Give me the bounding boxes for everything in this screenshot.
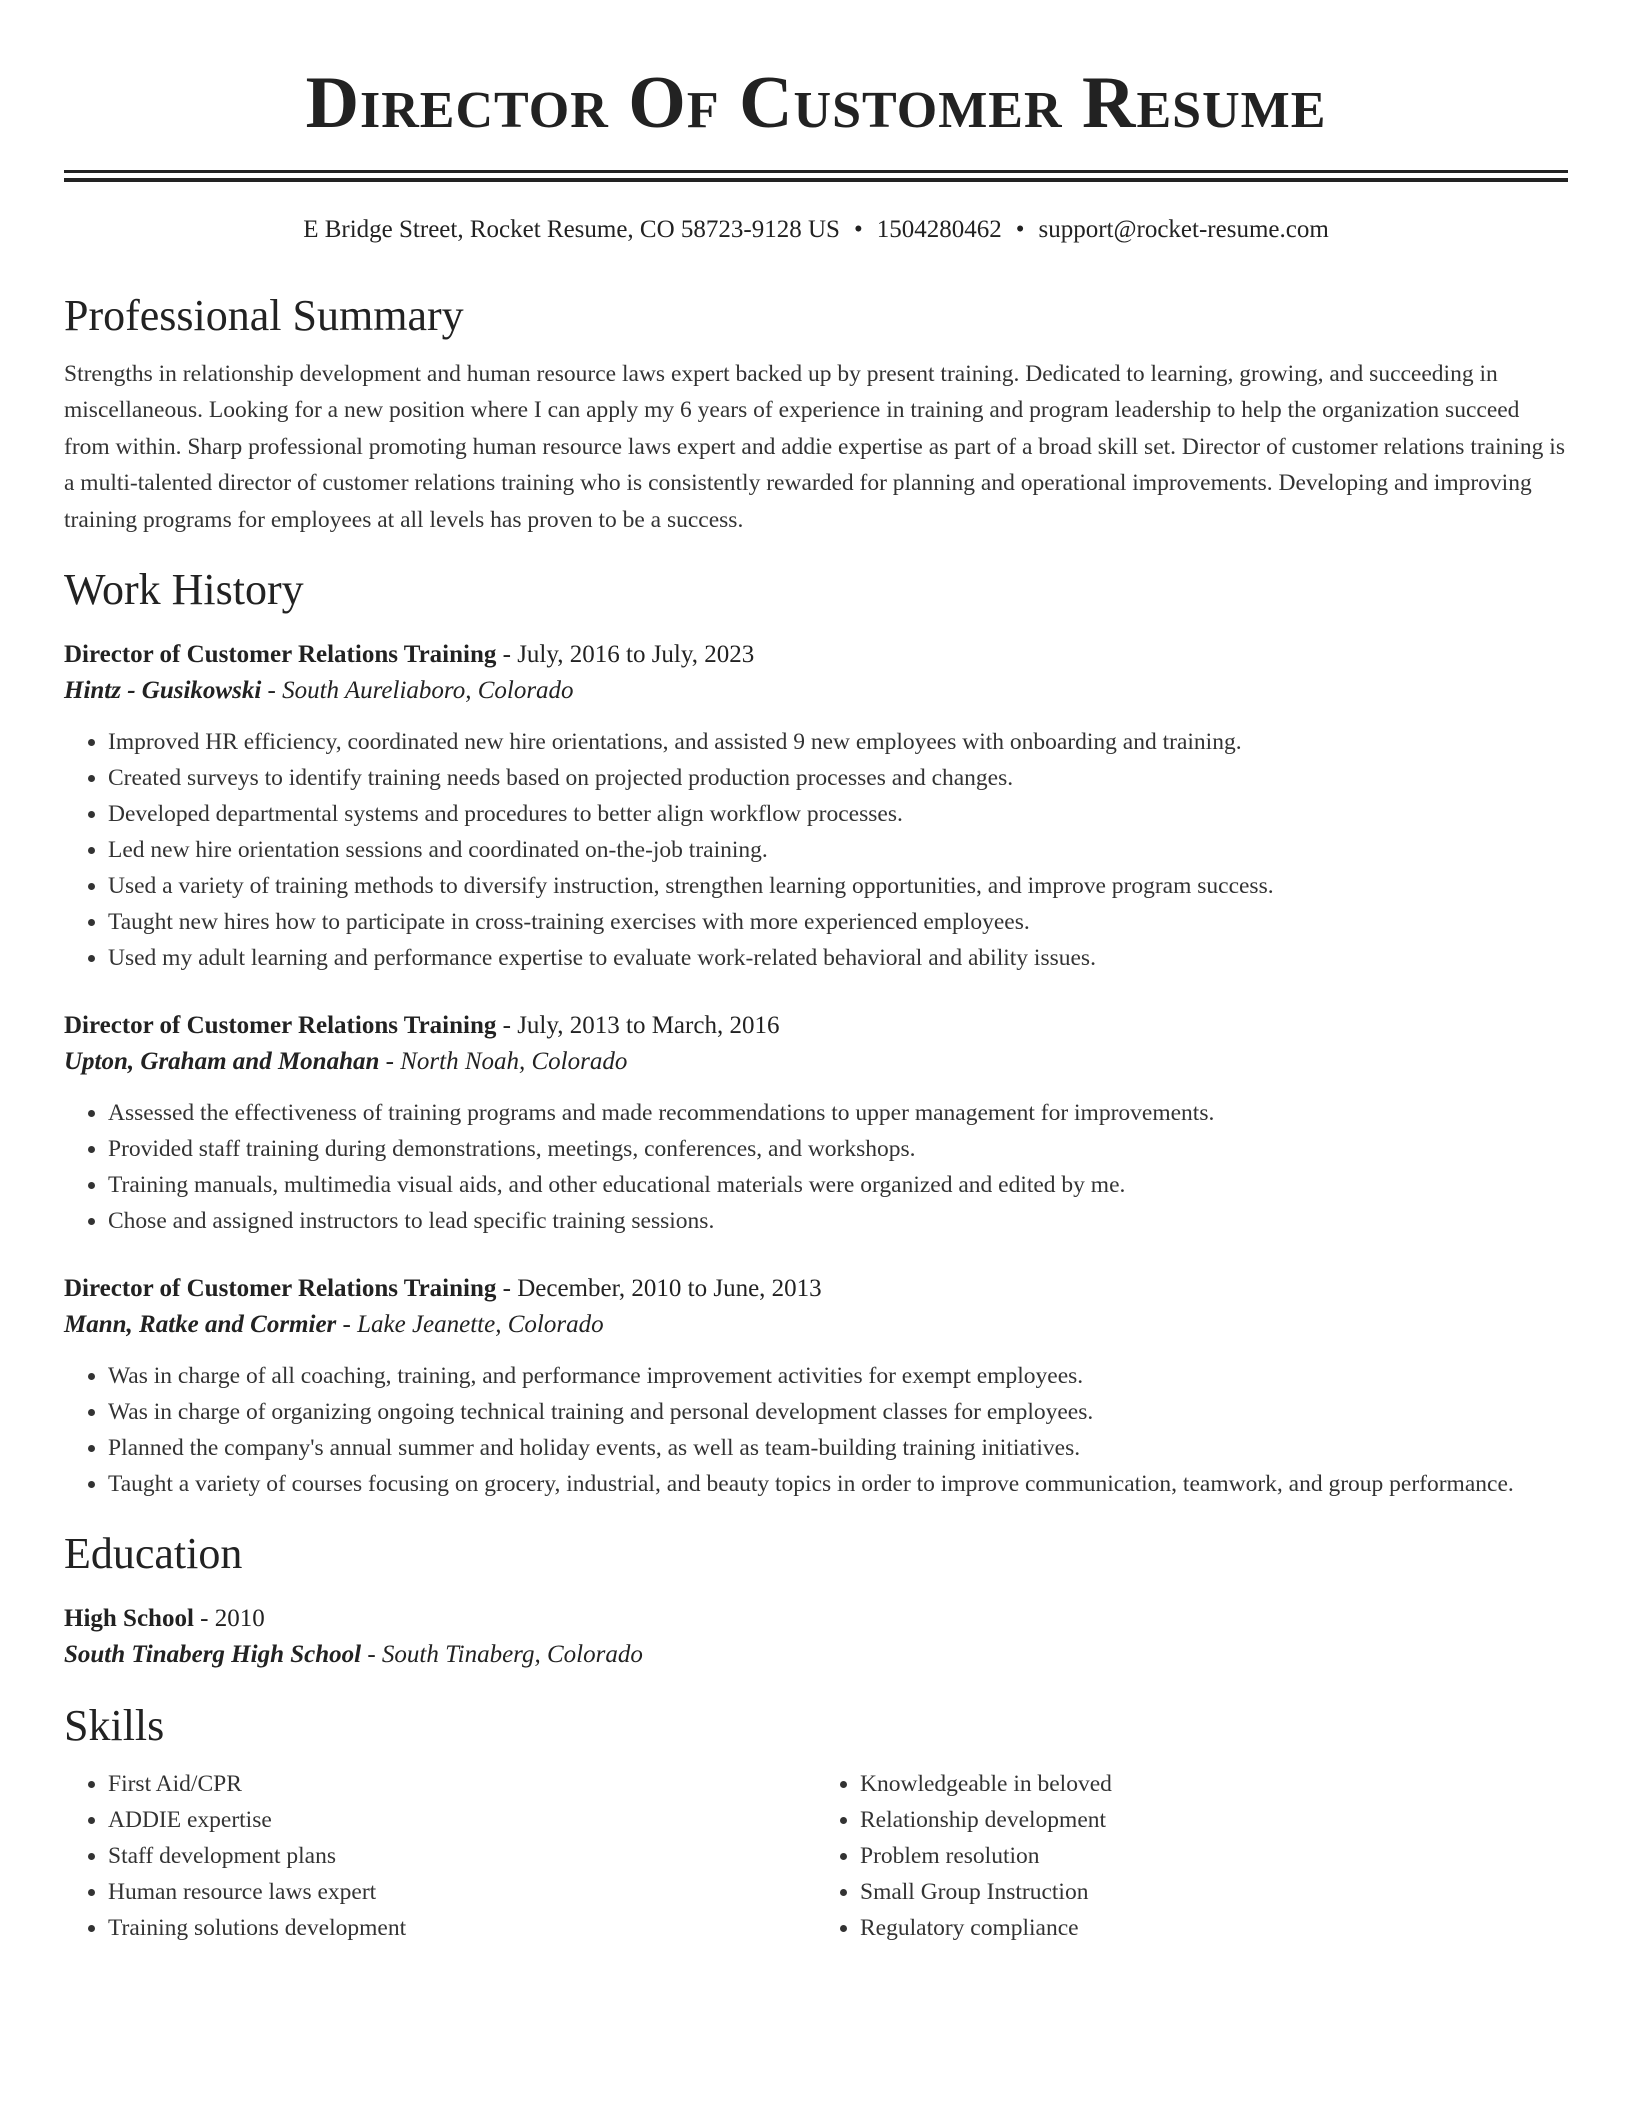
- summary-heading: Professional Summary: [64, 291, 464, 340]
- education-entry: [64, 1602, 1568, 1674]
- skill-item: • Training solutions development: [108, 1910, 816, 1946]
- list-item: • Assessed the effectiveness of training programs and made recommendations to upper management for improvements.: [108, 1095, 1568, 1131]
- summary-text: Strengths in relationship development and human resource laws expert backed up by present training. Dedicated to learning, growing, and succeeding in miscellaneous. Looking for a new position where I can apply my 6 years of experience in training and program leadership to help the organization succeed from within. Sharp professional promoting human resource laws expert and addie expertise as part of a broad skill set. Director of customer relations training is a multi-talented director of customer relations training who is consistently rewarded for planning and operational improvements. Developing and improving training programs for employees at all levels has proven to be a success.: [64, 361, 1565, 533]
- education-school-line: [64, 1636, 1568, 1674]
- skills-heading: Skills: [64, 1701, 165, 1751]
- list-item: • Training manuals, multimedia visual aids, and other educational materials were organized and edited by me.: [108, 1167, 1568, 1203]
- job-location: - Lake Jeanette, Colorado: [336, 1311, 604, 1339]
- skill-item: • Staff development plans: [108, 1838, 816, 1874]
- title-divider: [64, 170, 1568, 182]
- list-item: • Used a variety of training methods to diversify instruction, strengthen learning opportunities, and improve program success.: [108, 868, 1568, 904]
- job-company: Upton, Graham and Monahan: [64, 1048, 380, 1076]
- skill-item: • Knowledgeable in beloved: [860, 1766, 1568, 1802]
- job-company-line: [64, 1043, 1568, 1081]
- education-school: South Tinaberg High School: [64, 1641, 362, 1669]
- job-title: Director of Customer Relations Training: [64, 1275, 497, 1303]
- resume-page: [64, 0, 1568, 1946]
- job-entry: [64, 1009, 1568, 1239]
- list-item: • Chose and assigned instructors to lead specific training sessions.: [108, 1203, 1568, 1239]
- skill-item: • Regulatory compliance: [860, 1910, 1568, 1946]
- contact-email: support@rocket-resume.com: [1038, 216, 1329, 243]
- list-item: • Led new hire orientation sessions and coordinated on-the-job training.: [108, 832, 1568, 868]
- skill-item: • Small Group Instruction: [860, 1874, 1568, 1910]
- job-company-line: [64, 672, 1568, 710]
- job-company: Mann, Ratke and Cormier: [64, 1311, 337, 1339]
- list-item: • Created surveys to identify training needs based on projected production processes and changes.: [108, 760, 1568, 796]
- list-item: • Improved HR efficiency, coordinated new hire orientations, and assisted 9 new employees with onboarding and training.: [108, 724, 1568, 760]
- job-title-line: [64, 1272, 1568, 1306]
- education-heading: Education: [64, 1529, 243, 1579]
- skill-item: • Human resource laws expert: [108, 1874, 816, 1910]
- contact-address: E Bridge Street, Rocket Resume, CO 58723-9128 US: [303, 216, 840, 243]
- job-entry: [64, 1272, 1568, 1502]
- list-item: • Developed departmental systems and procedures to better align workflow processes.: [108, 796, 1568, 832]
- job-dates: - December, 2010 to June, 2013: [496, 1275, 822, 1303]
- education-degree-line: [64, 1602, 1568, 1636]
- contact-separator: •: [853, 216, 863, 243]
- education-degree: High School: [64, 1605, 194, 1633]
- skills-columns: [64, 1766, 1568, 1946]
- list-item: • Provided staff training during demonstrations, meetings, conferences, and workshops.: [108, 1131, 1568, 1167]
- job-title: Director of Customer Relations Training: [64, 1012, 497, 1040]
- job-company: Hintz - Gusikowski: [64, 677, 262, 705]
- job-title-line: [64, 638, 1568, 672]
- skill-item: • Relationship development: [860, 1802, 1568, 1838]
- skill-item: • Problem resolution: [860, 1838, 1568, 1874]
- contact-separator: •: [1015, 216, 1025, 243]
- education-location: - South Tinaberg, Colorado: [361, 1641, 643, 1669]
- job-entry: [64, 638, 1568, 976]
- job-dates: - July, 2016 to July, 2023: [496, 641, 755, 669]
- skills-list-right: [816, 1766, 1568, 1946]
- job-bullets: [64, 1358, 1568, 1502]
- education-year: - 2010: [193, 1605, 265, 1633]
- job-title-line: [64, 1009, 1568, 1043]
- contact-phone: 1504280462: [876, 216, 1002, 243]
- list-item: • Taught new hires how to participate in cross-training exercises with more experienced employees.: [108, 904, 1568, 940]
- list-item: • Was in charge of organizing ongoing technical training and personal development classes for employees.: [108, 1394, 1568, 1430]
- job-bullets: [64, 1095, 1568, 1239]
- job-dates: - July, 2013 to March, 2016: [496, 1012, 780, 1040]
- contact-line: [64, 214, 1568, 246]
- list-item: • Was in charge of all coaching, training, and performance improvement activities for exempt employees.: [108, 1358, 1568, 1394]
- skills-list-left: [64, 1766, 816, 1946]
- job-bullets: [64, 724, 1568, 976]
- job-title: Director of Customer Relations Training: [64, 641, 497, 669]
- job-location: - North Noah, Colorado: [379, 1048, 628, 1076]
- list-item: • Used my adult learning and performance expertise to evaluate work-related behavioral and ability issues.: [108, 940, 1568, 976]
- list-item: • Planned the company's annual summer and holiday events, as well as team-building training initiatives.: [108, 1430, 1568, 1466]
- work-history-heading: Work History: [64, 565, 304, 615]
- job-company-line: [64, 1306, 1568, 1344]
- skill-item: • ADDIE expertise: [108, 1802, 816, 1838]
- list-item: • Taught a variety of courses focusing on grocery, industrial, and beauty topics in order to improve communication, teamwork, and group performance.: [108, 1466, 1568, 1502]
- skill-item: • First Aid/CPR: [108, 1766, 816, 1802]
- resume-title: Director Of Customer Resume: [305, 62, 1327, 144]
- job-location: - South Aureliaboro, Colorado: [261, 677, 574, 705]
